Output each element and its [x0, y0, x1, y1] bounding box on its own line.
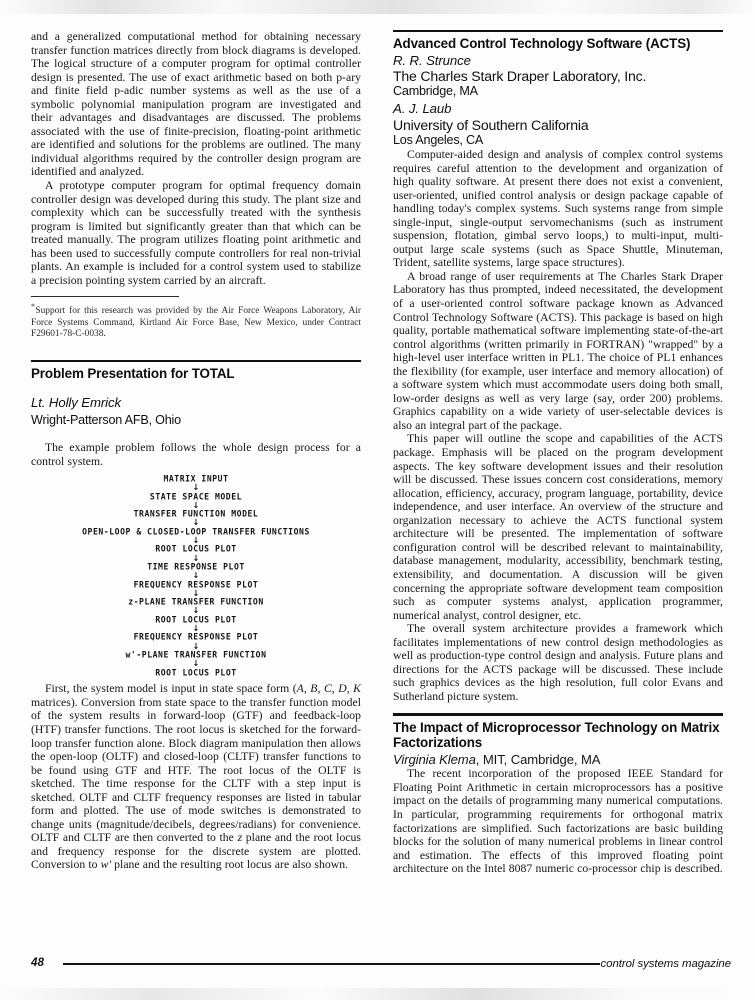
article-affiliation-draper-city: Cambridge, MA	[393, 84, 478, 99]
state-space-matrices-symbols: A, B, C, D, K	[296, 682, 361, 696]
article-affiliation-mit: , MIT, Cambridge, MA	[475, 751, 601, 767]
article-affiliation-usc-city: Los Angeles, CA	[393, 133, 484, 147]
flow-arrow-icon: ↓	[192, 518, 200, 529]
flow-arrow-icon: ↓	[192, 536, 200, 546]
flow-step-label: FREQUENCY RESPONSE PLOT	[133, 632, 259, 643]
flow-arrow-icon: ↓	[192, 483, 200, 493]
flow-arrow-icon: ↓	[192, 624, 200, 634]
footnote-separator-rule	[31, 296, 179, 297]
flow-step-label: STATE SPACE MODEL	[149, 491, 243, 502]
total-paragraph-2-part-2: matrices). Conversion from state space to the transfer function model of the system results in forward-loop (GTF) and feedback-loop (HTF) transfer functions. The root locus is sketched for the forward-loop transfer function alone. Block diagram manipulation then allows the open-loop (OLTF) and closed-loop (CLTF) transfer functions to be found using GTF and HTF. The root locus of the OLTF is sketched. The time response for the CLTF with a step input is sketched. OLTF and CLTF frequency responses are listed in tabular form and plotted. The use of mode switches is demonstrated to change units (magnitude/decibels, degrees/radians) for convenience. OLTF and CLTF are then converted to the	[31, 695, 361, 845]
acts-paragraph-1: Computer-aided design and analysis of complex control systems requires careful attention to the development and organization of high quality software. At present there does not exist a convenient, user-oriented, unified control analysis or design package capable of handling today's complex systems. Such systems range from simple single-input, single-output servomechanisms (such as instrument suspension, flotation, gimbal servo loops,) to multi-input, multi-output large scale systems (such as Space Shuttle, Minuteman, Trident, satellite systems, large space structures).	[393, 148, 723, 270]
z-plane-symbol: z	[237, 831, 243, 845]
article-title-total: Problem Presentation for TOTAL	[31, 366, 235, 382]
flow-step-label: w'-PLANE TRANSFER FUNCTION	[125, 649, 267, 661]
footer-page-number: 48	[31, 956, 44, 969]
article-header-rule	[31, 360, 361, 362]
flow-step-label: FREQUENCY RESPONSE PLOT	[133, 579, 259, 590]
article-author-strunce: R. R. Strunce	[393, 52, 471, 68]
article-affiliation-total: Wright-Patterson AFB, Ohio	[31, 413, 181, 428]
article-total	[31, 360, 361, 428]
right-column	[393, 30, 723, 876]
article-header-rule	[393, 713, 723, 715]
total-paragraph-2-part-4: plane and the resulting root locus are also shown.	[111, 858, 349, 872]
flow-arrow-icon: ↓	[192, 500, 200, 511]
total-paragraph-2	[31, 682, 361, 872]
article-title-acts: Advanced Control Technology Software (ACTS)	[393, 36, 691, 52]
article-author-klema: Virginia Klema	[393, 751, 476, 767]
footnote	[31, 301, 361, 340]
flow-step	[31, 668, 361, 678]
flow-arrow-icon: ↓	[192, 659, 200, 669]
flow-step-label: OPEN-LOOP & CLOSED-LOOP TRANSFER FUNCTIONS	[82, 526, 310, 538]
page-footer	[31, 952, 731, 968]
scan-bottom-edge-artifact	[0, 988, 755, 1000]
flow-arrow-icon: ↓	[192, 571, 200, 581]
article-microprocessor	[393, 713, 723, 767]
article-author-laub: A. J. Laub	[393, 101, 452, 117]
flow-arrow-icon: ↓	[192, 641, 200, 652]
acts-paragraph-3: This paper will outline the scope and capabilities of the ACTS package. Emphasis will be placed on the program development aspects. The key software development issues and their resolution will be discussed. These issues concern cost considerations, memory allocation, efficiency, accuracy, program language, portability, device independence, and user interface. An overview of the structure and organization necessary to achieve the ACTS functional system architecture will be presented. The implementation of software configuration control will be described relevant to maintainability, database management, modularity, accessibility, benchmark testing, extensibility, and documentation. A discussion will be given concerning the appropriate software development team composition such as computer systems analyst, application programmer, numerical analyst, control designer, etc.	[393, 432, 723, 622]
flow-arrow-icon: ↓	[192, 606, 200, 617]
article-byline-klema	[393, 752, 723, 768]
flow-step-label: ROOT LOCUS PLOT	[155, 544, 237, 555]
flow-step-label: TIME RESPONSE PLOT	[147, 561, 245, 573]
article-header-rule	[393, 30, 723, 32]
scan-top-edge-artifact	[0, 0, 755, 14]
article-author-total: Lt. Holly Emrick	[31, 394, 121, 410]
flow-step-label: ROOT LOCUS PLOT	[155, 614, 237, 626]
abstract-continuation-paragraph-1: and a generalized computational method for obtaining necessary transfer function matrices directly from block diagrams is developed. The logical structure of a computer program for optimal controller design is presented. The use of exact arithmetic based on both p-ary and finite field p-adic number systems as well as the use of a symbolic polynomial manipulation program are investigated and their advantages and disadvantages are discussed. The problems associated with the use of finite-precision, floating-point arithmetic are identified and solutions for the problems are outlined. The many individual algorithms required by the controller design program are identified and analyzed.	[31, 30, 361, 179]
total-paragraph-1: The example problem follows the whole design process for a control system.	[31, 441, 361, 468]
article-title-microprocessor: The Impact of Microprocessor Technology on Matrix Factorizations	[393, 719, 720, 751]
flow-step-label: MATRIX INPUT	[163, 473, 229, 485]
footnote-text: Support for this research was provided by the Air Force Weapons Laboratory, Air Force Systems Command, Kirtland Air Force Base, New Mexico, under Contract F29601-78-C-0038.	[31, 306, 361, 339]
w-prime-plane-symbol: w'	[100, 858, 112, 872]
left-column	[31, 30, 361, 872]
article-acts	[393, 30, 723, 148]
article-affiliation-draper: The Charles Stark Draper Laboratory, Inc.	[393, 68, 647, 85]
footer-rule	[63, 963, 600, 965]
flow-step-label: TRANSFER FUNCTION MODEL	[133, 508, 259, 520]
microprocessor-paragraph-1: The recent incorporation of the proposed IEEE Standard for Floating Point Arithmetic in certain microprocessors has a positive impact on the details of programming many numerical computations. In particular, programming requirements for orthogonal matrix factorizations are simplified. Such factorizations are basic building blocks for the solution of many numerical problems in linear control and estimation. The effects of this improved floating point architecture on the Intel 8087 numeric co-processor chip is described.	[393, 767, 723, 876]
flow-arrow-icon: ↓	[192, 588, 200, 599]
design-process-flow-diagram	[31, 475, 361, 678]
footnote-marker: *	[31, 302, 36, 312]
abstract-continuation-paragraph-2: A prototype computer program for optimal frequency domain controller design was developed during this study. The plant size and complexity which can be successfully treated with the synthesis program is limited but significantly greater than that which can be treated manually. The program utilizes floating point arithmetic and has been used to successfully compute controllers for real non-trivial plants. An example is included for a control system used to stabilize a precision pointing system carried by an aircraft.	[31, 179, 361, 287]
flow-step-label: ROOT LOCUS PLOT	[155, 667, 237, 678]
flow-step-label: z-PLANE TRANSFER FUNCTION	[128, 596, 264, 608]
acts-paragraph-2: A broad range of user requirements at The Charles Stark Draper Laboratory has thus prompted, indeed necessitated, the development of a user-oriented control software package known as Advanced Control Technology Software (ACTS). This package is based on high quality, portable mathematical software implementing state-of-the-art control algorithms (written primarily in FORTRAN) "wrapped" by a high-level user interface written in PL1. The choice of PL1 enhances the flexibility (for example, user interface and memory allocation) of a software system which must accommodate users doing both small, low-order designs as well as very large (say, order 200) problems. Graphics capability on a wide variety of user-selectable devices is also an integral part of the package.	[393, 269, 723, 432]
flow-arrow-icon: ↓	[192, 553, 200, 564]
article-affiliation-usc: University of Southern California	[393, 116, 589, 133]
footer-magazine-name: control systems magazine	[600, 958, 731, 970]
total-paragraph-2-part-1: First, the system model is input in state space form (	[45, 682, 297, 696]
acts-paragraph-4: The overall system architecture provides a framework which facilitates implementations of new control design methodologies as well as production-type control design and analysis. Future plans and directions for the ACTS package will be discussed. These include such graphics devices as the high resolution, full color Evans and Sutherland picture system.	[393, 622, 723, 703]
total-paragraph-2-part-3: plane and the root locus and frequency response for the discrete system are plotted. Conversion to	[31, 831, 361, 872]
